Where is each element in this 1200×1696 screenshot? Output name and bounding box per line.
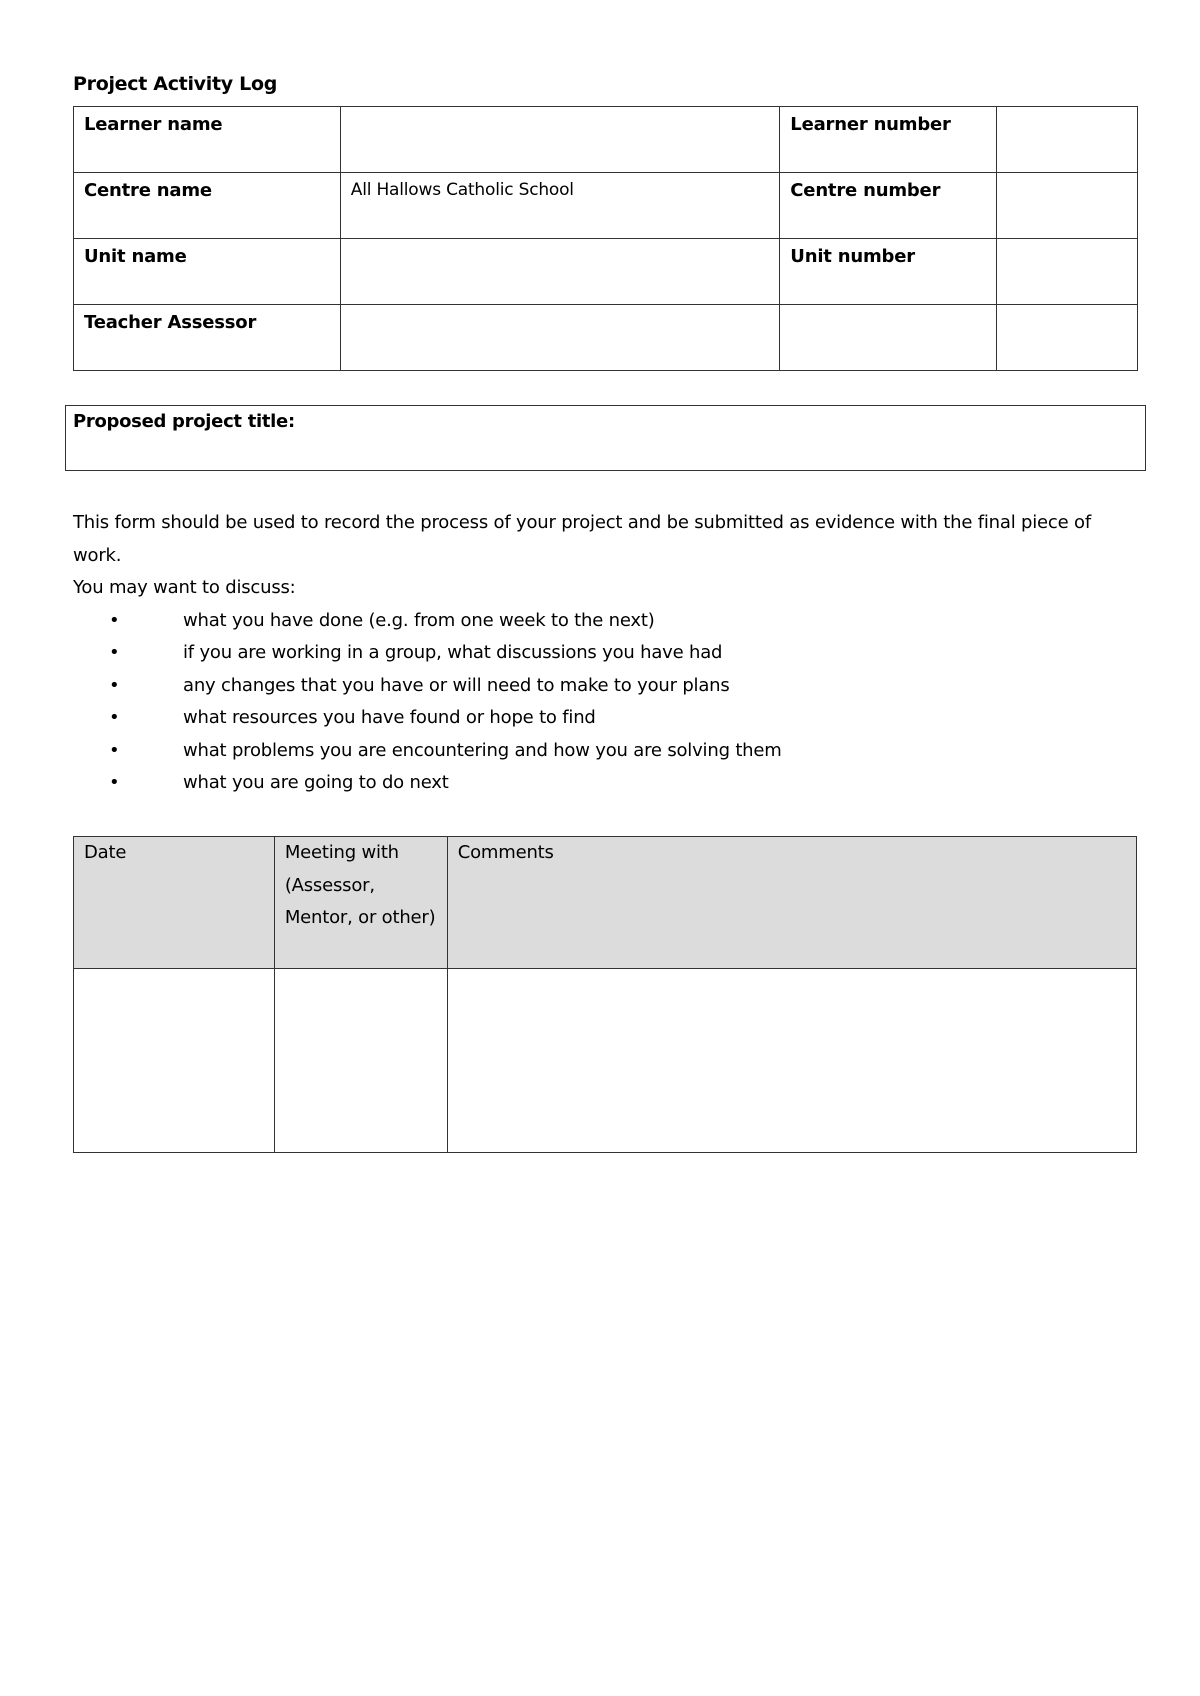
bullet-icon: • [109, 772, 120, 793]
bullet-icon: • [109, 707, 120, 728]
centre-number-field[interactable] [997, 173, 1138, 239]
discuss-lead: You may want to discuss: [73, 577, 296, 598]
list-item-text: what resources you have found or hope to find [183, 707, 596, 728]
table-row [74, 305, 1138, 371]
proposed-project-title-box[interactable] [65, 405, 1146, 471]
bullet-icon: • [109, 642, 120, 663]
unit-name-label: Unit name [74, 239, 341, 305]
bullet-icon: • [109, 739, 120, 761]
list-item-text: what you have done (e.g. from one week to the next) [183, 609, 655, 631]
table-header-row [74, 837, 1137, 969]
activity-log-table [73, 836, 1137, 1153]
centre-name-label: Centre name [74, 173, 341, 239]
list-item [73, 605, 1143, 638]
proposed-project-title-label: Proposed project title: [73, 411, 295, 432]
list-item [73, 637, 1143, 670]
instructions-intro: This form should be used to record the process of your project and be submitted as evidence with the final piece of work. [73, 512, 1091, 566]
instructions [73, 507, 1143, 800]
list-item [73, 702, 1143, 735]
page-title: Project Activity Log [73, 73, 278, 95]
list-item-text: what you are going to do next [183, 772, 449, 793]
empty-cell[interactable] [997, 305, 1138, 371]
learner-details-table [73, 106, 1138, 371]
list-item [73, 735, 1143, 768]
list-item [73, 767, 1143, 800]
list-item-text: what problems you are encountering and how you are solving them [183, 739, 782, 761]
bullet-icon: • [109, 674, 120, 696]
empty-cell[interactable] [780, 305, 997, 371]
learner-name-label: Learner name [74, 107, 341, 173]
date-cell[interactable] [74, 969, 275, 1153]
unit-number-label: Unit number [780, 239, 997, 305]
centre-name-field[interactable]: All Hallows Catholic School [340, 173, 780, 239]
table-row [74, 107, 1138, 173]
table-row [74, 173, 1138, 239]
list-item [73, 670, 1143, 703]
table-row [74, 239, 1138, 305]
teacher-assessor-field[interactable] [340, 305, 780, 371]
table-row [74, 969, 1137, 1153]
bullet-icon: • [109, 609, 120, 631]
learner-name-field[interactable] [340, 107, 780, 173]
comments-header: Comments [447, 837, 1136, 969]
comments-cell[interactable] [447, 969, 1136, 1153]
list-item-text: if you are working in a group, what discussions you have had [183, 642, 723, 663]
list-item-text: any changes that you have or will need to make to your plans [183, 674, 730, 696]
discussion-list [73, 605, 1143, 800]
learner-number-label: Learner number [780, 107, 997, 173]
learner-number-field[interactable] [997, 107, 1138, 173]
unit-name-field[interactable] [340, 239, 780, 305]
unit-number-field[interactable] [997, 239, 1138, 305]
meeting-with-cell[interactable] [274, 969, 447, 1153]
meeting-with-header: Meeting with (Assessor, Mentor, or other) [274, 837, 447, 969]
teacher-assessor-label: Teacher Assessor [74, 305, 341, 371]
centre-number-label: Centre number [780, 173, 997, 239]
date-header: Date [74, 837, 275, 969]
